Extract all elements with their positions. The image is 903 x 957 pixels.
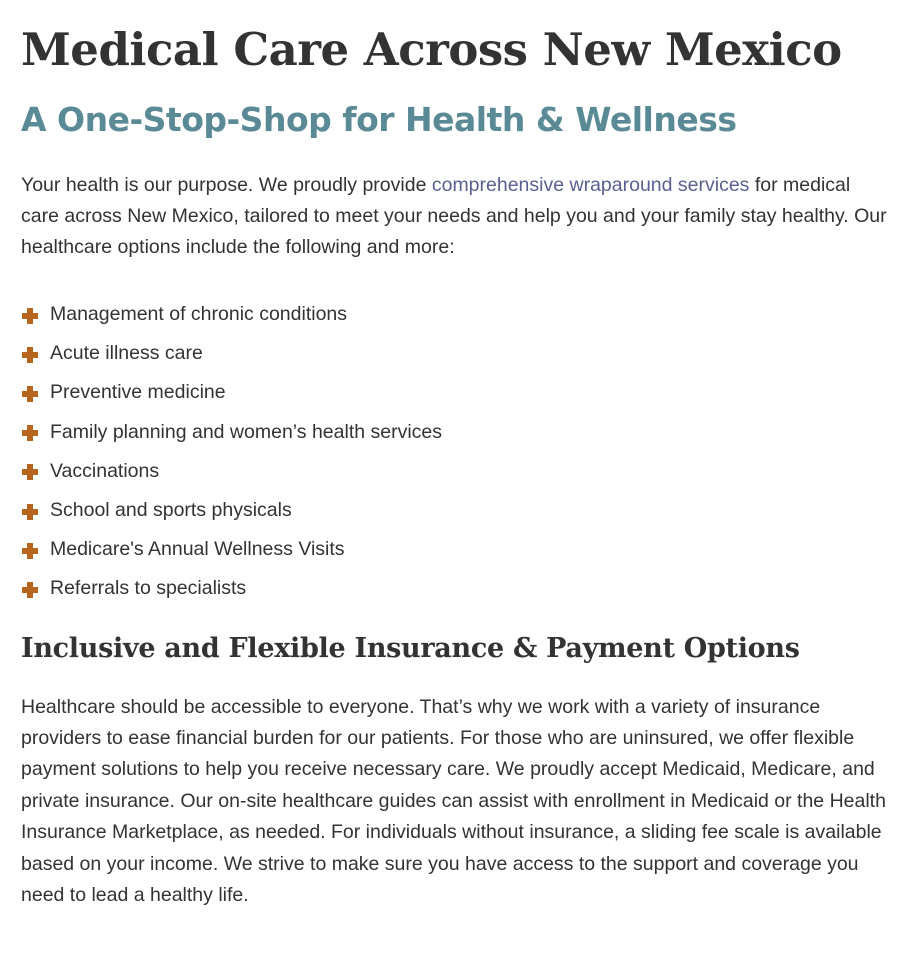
service-list-item <box>21 491 889 530</box>
insurance-paragraph: Healthcare should be accessible to everyone. That’s why we work with a variety of insurance providers to ease financial burden for our patients. For those who are uninsured, we offer flexible payment solutions to help you receive necessary care. We proudly accept Medicaid, Medicare, and private insurance. Our on-site healthcare guides can assist with enrollment in Medicaid or the Health Insurance Marketplace, as needed. For individuals without insurance, a sliding fee scale is available based on your income. We strive to make sure you have access to the support and coverage you need to lead a healthy life. <box>21 695 886 906</box>
service-list-item <box>21 373 889 412</box>
page-title: Medical Care Across New Mexico <box>21 23 842 76</box>
service-list-item <box>21 413 889 452</box>
medical-cross-icon <box>21 385 39 403</box>
service-label: Medicare's Annual Wellness Visits <box>50 538 345 561</box>
main-content <box>0 24 903 911</box>
service-list-item <box>21 295 889 334</box>
service-label: Management of chronic conditions <box>50 303 348 326</box>
service-label: Preventive medicine <box>50 381 226 404</box>
service-list-item <box>21 334 889 373</box>
medical-cross-icon <box>21 542 39 560</box>
service-list-item <box>21 452 889 491</box>
insurance-heading: Inclusive and Flexible Insurance & Payment Options <box>21 632 800 664</box>
service-label: Referrals to specialists <box>50 577 247 600</box>
service-label: School and sports physicals <box>50 499 292 522</box>
medical-cross-icon <box>21 463 39 481</box>
service-label: Family planning and women’s health services <box>50 420 443 443</box>
medical-cross-icon <box>21 346 39 364</box>
service-label: Vaccinations <box>50 459 160 482</box>
medical-cross-icon <box>21 581 39 599</box>
intro-text-end: for medical care across New Mexico, tailored to meet your needs and help you and your family stay healthy. Our healthcare options include the following and more: <box>21 174 887 258</box>
medical-cross-icon <box>21 503 39 521</box>
service-list-item <box>21 569 889 608</box>
service-label: Acute illness care <box>50 342 203 365</box>
page-subtitle: A One-Stop-Shop for Health & Wellness <box>21 100 737 139</box>
medical-cross-icon <box>21 307 39 325</box>
intro-text-start: Your health is our purpose. We proudly provide <box>21 174 432 196</box>
medical-cross-icon <box>21 424 39 442</box>
intro-paragraph <box>21 170 889 263</box>
wraparound-services-link[interactable]: comprehensive wraparound services <box>431 174 750 196</box>
services-list <box>21 295 889 609</box>
service-list-item <box>21 530 889 569</box>
